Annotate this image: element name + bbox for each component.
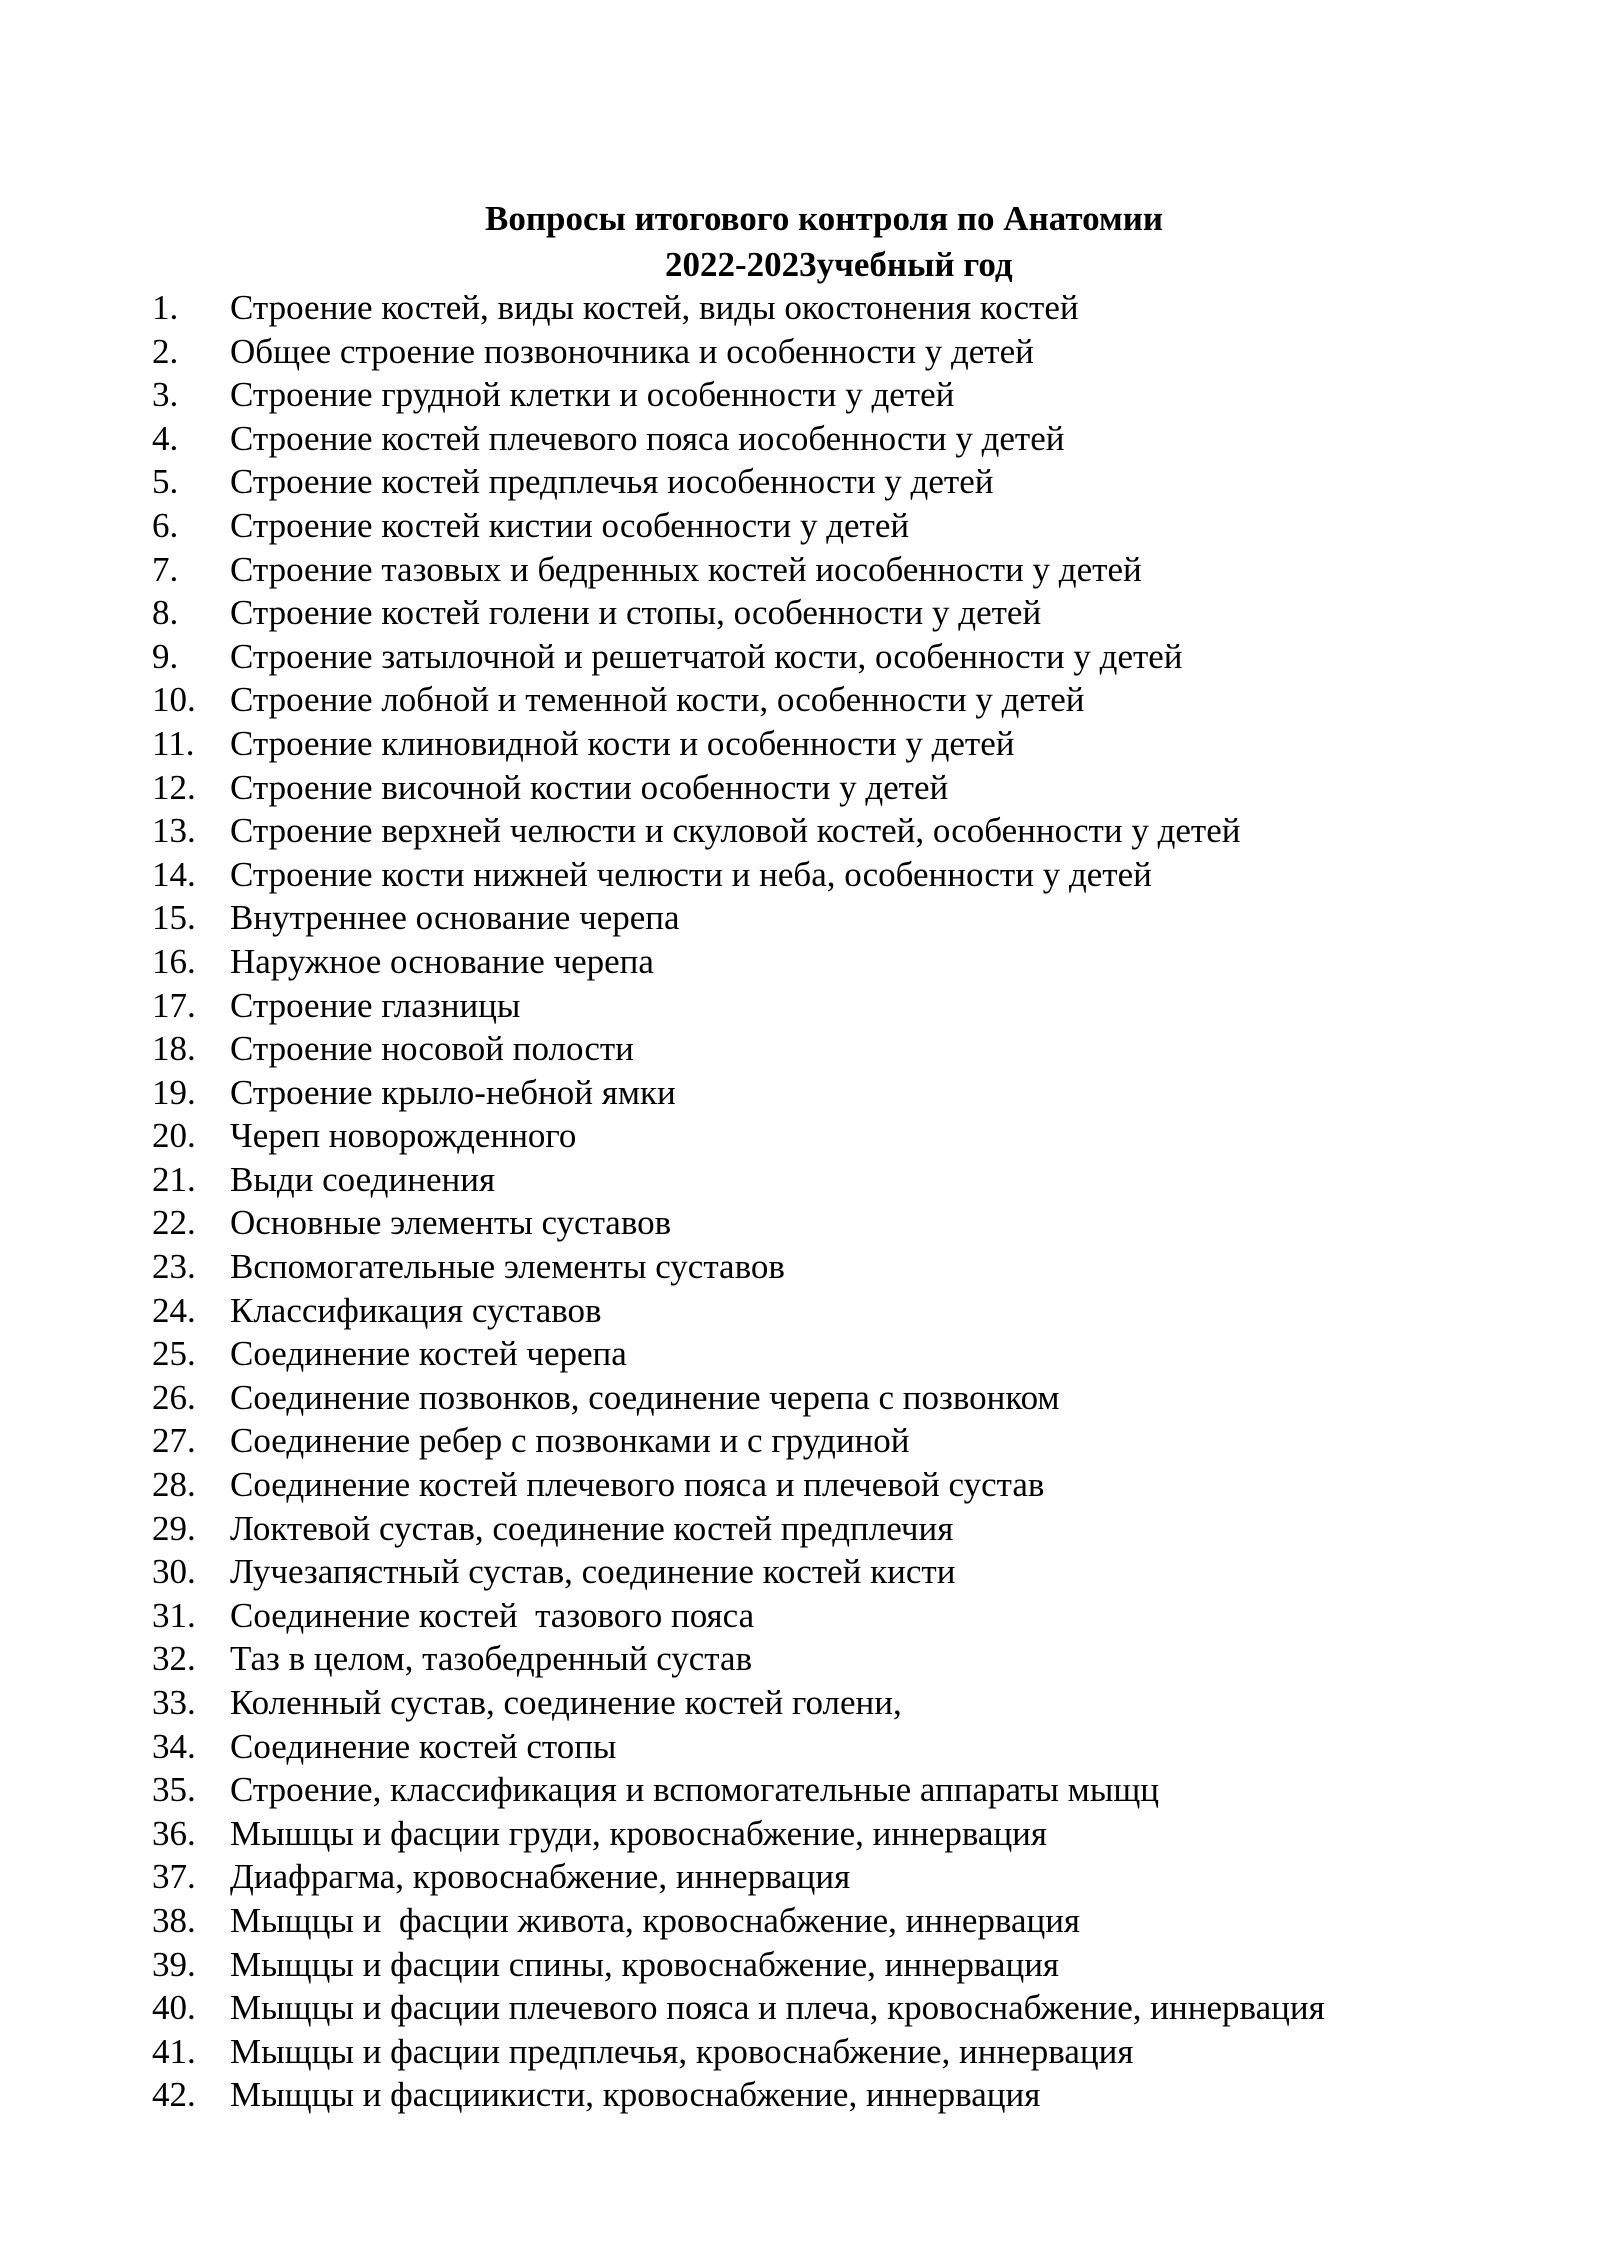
question-item [0, 853, 1600, 897]
question-item [0, 1332, 1600, 1376]
question-item [0, 1071, 1600, 1115]
question-item [0, 1114, 1600, 1158]
question-item [0, 766, 1600, 810]
question-text: Классификация суставов [230, 1290, 602, 1330]
question-text: Мыщцы и фасции спины, кровоснабжение, иннервация [230, 1944, 1060, 1984]
question-item [0, 1943, 1600, 1987]
question-text: Локтевой сустав, соединение костей предплечия [230, 1508, 954, 1548]
question-item [0, 896, 1600, 940]
question-text: Мыщцы и фасции живота, кровоснабжение, иннервация [230, 1900, 1081, 1940]
question-text: Соединение позвонков, соединение черепа с позвонком [230, 1377, 1060, 1417]
question-number: 7. [152, 549, 179, 589]
question-item [0, 1594, 1600, 1638]
question-item [0, 1812, 1600, 1856]
question-number: 41. [152, 2031, 196, 2071]
question-text: Основные элементы суставов [230, 1203, 672, 1243]
question-number: 17. [152, 985, 196, 1025]
question-item [0, 1507, 1600, 1551]
question-number: 9. [152, 636, 179, 676]
question-item [0, 1986, 1600, 2030]
question-item [0, 504, 1600, 548]
question-number: 3. [152, 375, 179, 415]
question-text: Соединение костей тазового пояса [230, 1595, 755, 1635]
question-item [0, 460, 1600, 504]
question-item [0, 722, 1600, 766]
question-text: Наружное основание черепа [230, 941, 654, 981]
question-number: 37. [152, 1857, 196, 1897]
question-item [0, 1245, 1600, 1289]
question-item [0, 984, 1600, 1028]
question-text: Строение верхней челюсти и скуловой костей, особенности у детей [230, 811, 1241, 851]
question-text: Строение лобной и теменной кости, особенности у детей [230, 680, 1085, 720]
question-text: Череп новорожденного [230, 1116, 577, 1156]
question-item [0, 330, 1600, 374]
question-number: 12. [152, 767, 196, 807]
question-number: 2. [152, 331, 179, 371]
question-item [0, 2030, 1600, 2074]
question-text: Строение костей, виды костей, виды окостонения костей [230, 288, 1079, 327]
question-text: Таз в целом, тазобедренный сустав [230, 1639, 753, 1679]
title-line-2: 2022-2023учебный год [665, 245, 1013, 284]
question-number: 16. [152, 941, 196, 981]
question-number: 1. [152, 288, 179, 327]
question-item [0, 1289, 1600, 1333]
question-item [0, 940, 1600, 984]
question-text: Соединение костей плечевого пояса и плечевой сустав [230, 1465, 1045, 1505]
question-text: Строение тазовых и бедренных костей иособенности у детей [230, 549, 1142, 589]
question-number: 33. [152, 1683, 196, 1722]
question-item [0, 1768, 1600, 1812]
question-text: Строение затылочной и решетчатой кости, особенности у детей [230, 636, 1183, 676]
question-item [0, 1725, 1600, 1769]
question-number: 22. [152, 1203, 196, 1243]
question-number: 39. [152, 1944, 196, 1984]
question-number: 35. [152, 1770, 196, 1810]
question-number: 30. [152, 1552, 196, 1592]
question-text: Мышцы и фасции груди, кровоснабжение, иннервация [230, 1813, 1048, 1853]
question-number: 24. [152, 1290, 196, 1330]
question-number: 6. [152, 505, 179, 545]
question-item [0, 678, 1600, 722]
question-number: 13. [152, 811, 196, 851]
question-number: 36. [152, 1813, 196, 1853]
question-number: 14. [152, 854, 196, 894]
question-item [0, 809, 1600, 853]
question-text: Строение носовой полости [230, 1029, 634, 1069]
question-number: 27. [152, 1421, 196, 1461]
question-number: 11. [152, 723, 195, 763]
question-number: 19. [152, 1072, 196, 1112]
question-text: Внутреннее основание черепа [230, 898, 680, 938]
question-number: 4. [152, 418, 179, 458]
question-text: Строение костей предплечья иособенности у детей [230, 462, 994, 502]
question-text: Строение костей кистии особенности у детей [230, 505, 910, 545]
question-text: Соединение ребер с позвонками и с грудиной [230, 1421, 910, 1461]
question-list [0, 286, 1600, 2117]
question-number: 34. [152, 1726, 196, 1766]
question-item [0, 373, 1600, 417]
question-item [0, 1855, 1600, 1899]
question-number: 8. [152, 593, 179, 633]
question-number: 18. [152, 1029, 196, 1069]
question-item [0, 2073, 1600, 2117]
question-number: 28. [152, 1465, 196, 1505]
question-text: Лучезапястный сустав, соединение костей кисти [230, 1552, 956, 1592]
question-number: 23. [152, 1247, 196, 1287]
question-number: 42. [152, 2075, 196, 2115]
question-number: 21. [152, 1159, 196, 1199]
question-text: Строение костей плечевого пояса иособенности у детей [230, 418, 1065, 458]
question-text: Строение глазницы [230, 985, 521, 1025]
question-text: Строение клиновидной кости и особенности у детей [230, 723, 1015, 763]
question-text: Строение костей голени и стопы, особенности у детей [230, 593, 1042, 633]
question-number: 10. [152, 680, 196, 720]
question-text: Вспомогательные элементы суставов [230, 1247, 785, 1287]
question-text: Коленный сустав, соединение костей голени, [230, 1683, 902, 1722]
question-number: 5. [152, 462, 179, 502]
question-item [0, 1419, 1600, 1463]
question-text: Общее строение позвоночника и особенности у детей [230, 331, 1034, 371]
question-number: 31. [152, 1595, 196, 1635]
question-number: 38. [152, 1900, 196, 1940]
question-text: Строение крыло-небной ямки [230, 1072, 676, 1112]
question-item [0, 1550, 1600, 1594]
question-text: Соединение костей черепа [230, 1334, 627, 1374]
question-text: Строение височной костии особенности у детей [230, 767, 949, 807]
question-text: Строение грудной клетки и особенности у детей [230, 375, 955, 415]
question-item [0, 1463, 1600, 1507]
question-text: Строение кости нижней челюсти и неба, особенности у детей [230, 854, 1152, 894]
question-number: 32. [152, 1639, 196, 1679]
question-item [0, 548, 1600, 592]
question-item [0, 1681, 1600, 1725]
question-item [0, 1158, 1600, 1202]
question-number: 15. [152, 898, 196, 938]
question-text: Мыщцы и фасциикисти, кровоснабжение, иннервация [230, 2075, 1041, 2115]
document-title [0, 196, 1600, 288]
question-number: 26. [152, 1377, 196, 1417]
question-item [0, 1637, 1600, 1681]
question-number: 25. [152, 1334, 196, 1374]
title-line-1: Вопросы итогового контроля по Анатомии [485, 199, 1164, 238]
question-number: 20. [152, 1116, 196, 1156]
question-item [0, 286, 1600, 330]
question-number: 29. [152, 1508, 196, 1548]
question-item [0, 1376, 1600, 1420]
question-text: Мыщцы и фасции плечевого пояса и плеча, кровоснабжение, иннервация [230, 1988, 1325, 2028]
question-text: Выди соединения [230, 1159, 496, 1199]
question-item [0, 591, 1600, 635]
question-item [0, 1899, 1600, 1943]
question-item [0, 1201, 1600, 1245]
question-text: Соединение костей стопы [230, 1726, 617, 1766]
question-text: Диафрагма, кровоснабжение, иннервация [230, 1857, 851, 1897]
question-item [0, 1027, 1600, 1071]
question-number: 40. [152, 1988, 196, 2028]
question-text: Мыщцы и фасции предплечья, кровоснабжение, иннервация [230, 2031, 1134, 2071]
question-item [0, 417, 1600, 461]
question-text: Строение, классификация и вспомогательные аппараты мыщц [230, 1770, 1160, 1810]
question-item [0, 635, 1600, 679]
